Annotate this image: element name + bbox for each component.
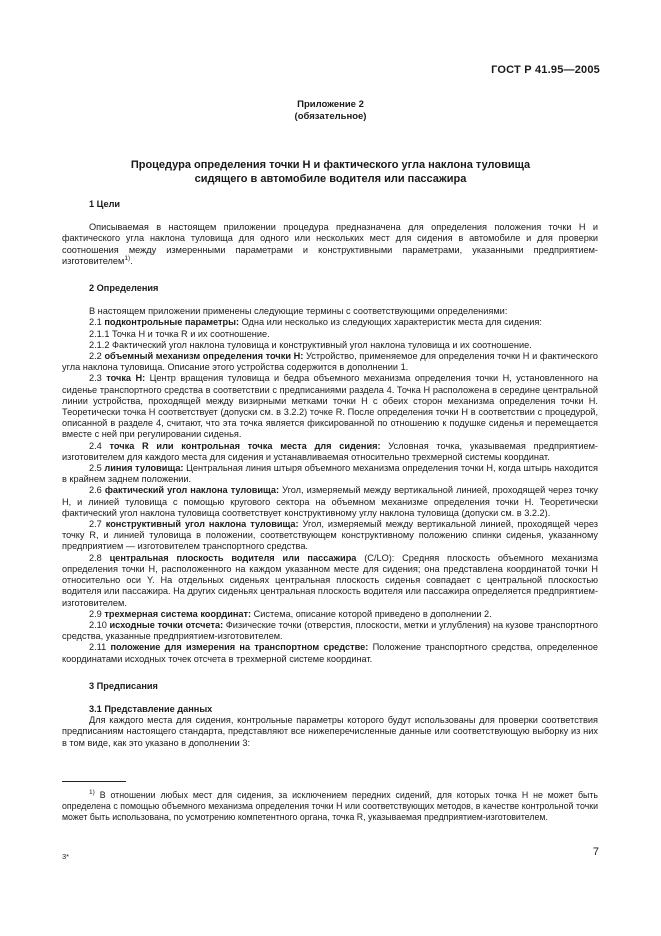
- definition-2-1-1: 2.1.1 Точка H и точка R и их соотношение.: [89, 328, 270, 339]
- footnote-mark: 1): [89, 789, 95, 797]
- document-body: [62, 199, 598, 749]
- section-1-paragraph: Описываемая в настоящем приложении процедура предназначена для определения положения точки H и фактического угла наклона туловища для одного или нескольких мест для сидения в автомобиле и для проверки соотношения между измеренными параметрами и конструктивными параметрами, указанными предприятием-изготовителем$^{1)}$.: [62, 222, 598, 266]
- print-signature: 3*: [62, 852, 70, 861]
- page-number: 7: [592, 846, 599, 858]
- footnote: $^{1)}$ В отношении любых мест для сидения, за исключением передних сидений, для которых точка H не может быть определена с помощью объемного механизма определения точки H или соответствующих методов, в качестве контрольной точки может быть использована, по усмотрению компетентного органа, точка R, указываемая предприятием-изготовителем.: [62, 789, 598, 822]
- definition-2-6: 2.6 фактический угол наклона туловища: Угол, измеряемый между вертикальной линией, проходящей через точку H, и линией туловища с помощью кругового сектора на объемном механизме определения точки H. Теоретически фактический угол наклона туловища соответствует конструктивному углу наклона туловища (допуски см. в 3.2.2).: [62, 485, 598, 518]
- appendix-number: Приложение 2: [297, 99, 364, 110]
- section-1-heading: 1 Цели: [89, 199, 121, 209]
- definition-2-4: 2.4 точка R или контрольная точка места для сидения: Условная точка, указываемая предприятием-изготовителем для каждого места для сидения и устанавливаемая относительно трехмерной системы координат.: [62, 440, 598, 462]
- standard-code: ГОСТ Р 41.95—2005: [491, 64, 600, 76]
- definition-2-1: 2.1 подконтрольные параметры: Одна или несколько из следующих характеристик места для сидения:: [89, 317, 542, 328]
- section-3-1-paragraph: Для каждого места для сидения, контрольные параметры которого будут использованы для проверки соответствия предписаниям настоящего стандарта, представляют все нижеперечисленные данные или соответствующую выборку из них в том виде, как это указано в дополнении 3:: [62, 715, 598, 748]
- definition-2-10: 2.10 исходные точки отсчета: Физические точки (отверстия, плоскости, метки и углубления) на кузове транспортного средства, указанные предприятием-изготовителем.: [62, 619, 598, 642]
- definition-2-7: 2.7 конструктивный угол наклона туловища: Угол, измеряемый между вертикальной линией, проходящей через точку R, и линией туловища в положении, соответствующем конструктивному положению спинки сиденья, указанному предприятием — изготовителем транспортного средства.: [62, 519, 598, 552]
- definition-2-9: 2.9 трехмерная система координат: Система, описание которой приведено в дополнении 2.: [89, 608, 492, 619]
- title-line-2: сидящего в автомобиле водителя или пассажира: [194, 173, 467, 185]
- footnote-divider: [62, 781, 126, 782]
- appendix-title: [60, 158, 601, 186]
- section-3-heading: 3 Предписания: [89, 680, 158, 691]
- title-line-1: Процедура определения точки H и фактического угла наклона туловища: [130, 159, 531, 171]
- definition-2-3: 2.3 точка H: Центр вращения туловища и бедра объемного механизма определения точки H, установленного на сиденье транспортного средства в соответствии с предписаниями раздела 4. Точка H расположена в середине центральной линии устройства, проходящей между визирными метками точки H с обеих сторон механизма определения точки H. Теоретически точка H соответствует (допуски см. в 3.2.2) точке R. После определения точки H в соответствии с процедурой, описанной в разделе 4, считают, что эта точка является фиксированной по отношению к подушке сиденья и перемещается вместе с ней при регулировании сиденья.: [62, 373, 598, 440]
- definition-2-2: 2.2 объемный механизм определения точки H: Устройство, применяемое для определения точки H и фактического угла наклона туловища. Описание этого устройства содержится в дополнении 1.: [62, 351, 598, 373]
- appendix-status: (обязательное): [294, 111, 367, 122]
- definition-2-11: 2.11 положение для измерения на транспортном средстве: Положение транспортного средства, определенное координатами исходных точек отсчета в трехмерной системе координат.: [62, 642, 598, 664]
- section-2-heading: 2 Определения: [89, 283, 159, 294]
- section-2-intro: В настоящем приложении применены следующие термины с соответствующими определениями:: [89, 306, 508, 317]
- definition-2-5: 2.5 линия туловища: Центральная линия штыря объемного механизма определения точки H, когда штырь находится в крайнем заднем положении.: [62, 463, 598, 485]
- appendix-heading: [0, 99, 661, 123]
- definition-2-8: 2.8 центральная плоскость водителя или пассажира (C/LO): Средняя плоскость объемного механизма определения точки H, расположенного на каждом указанном месте для сидения; она представлена координатой точки H относительно оси Y. На отдельных сиденьях центральная плоскость сиденья совпадает с центральной плоскостью водителя или пассажира. На других сиденьях центральная плоскость водителя или пассажира определяется предприятием-изготовителем.: [62, 552, 598, 608]
- definition-2-1-2: 2.1.2 Фактический угол наклона туловища и конструктивный угол наклона туловища и их соотношение.: [89, 339, 532, 350]
- footnote-ref: 1): [124, 254, 131, 262]
- subsection-3-1-heading: 3.1 Представление данных: [89, 703, 213, 714]
